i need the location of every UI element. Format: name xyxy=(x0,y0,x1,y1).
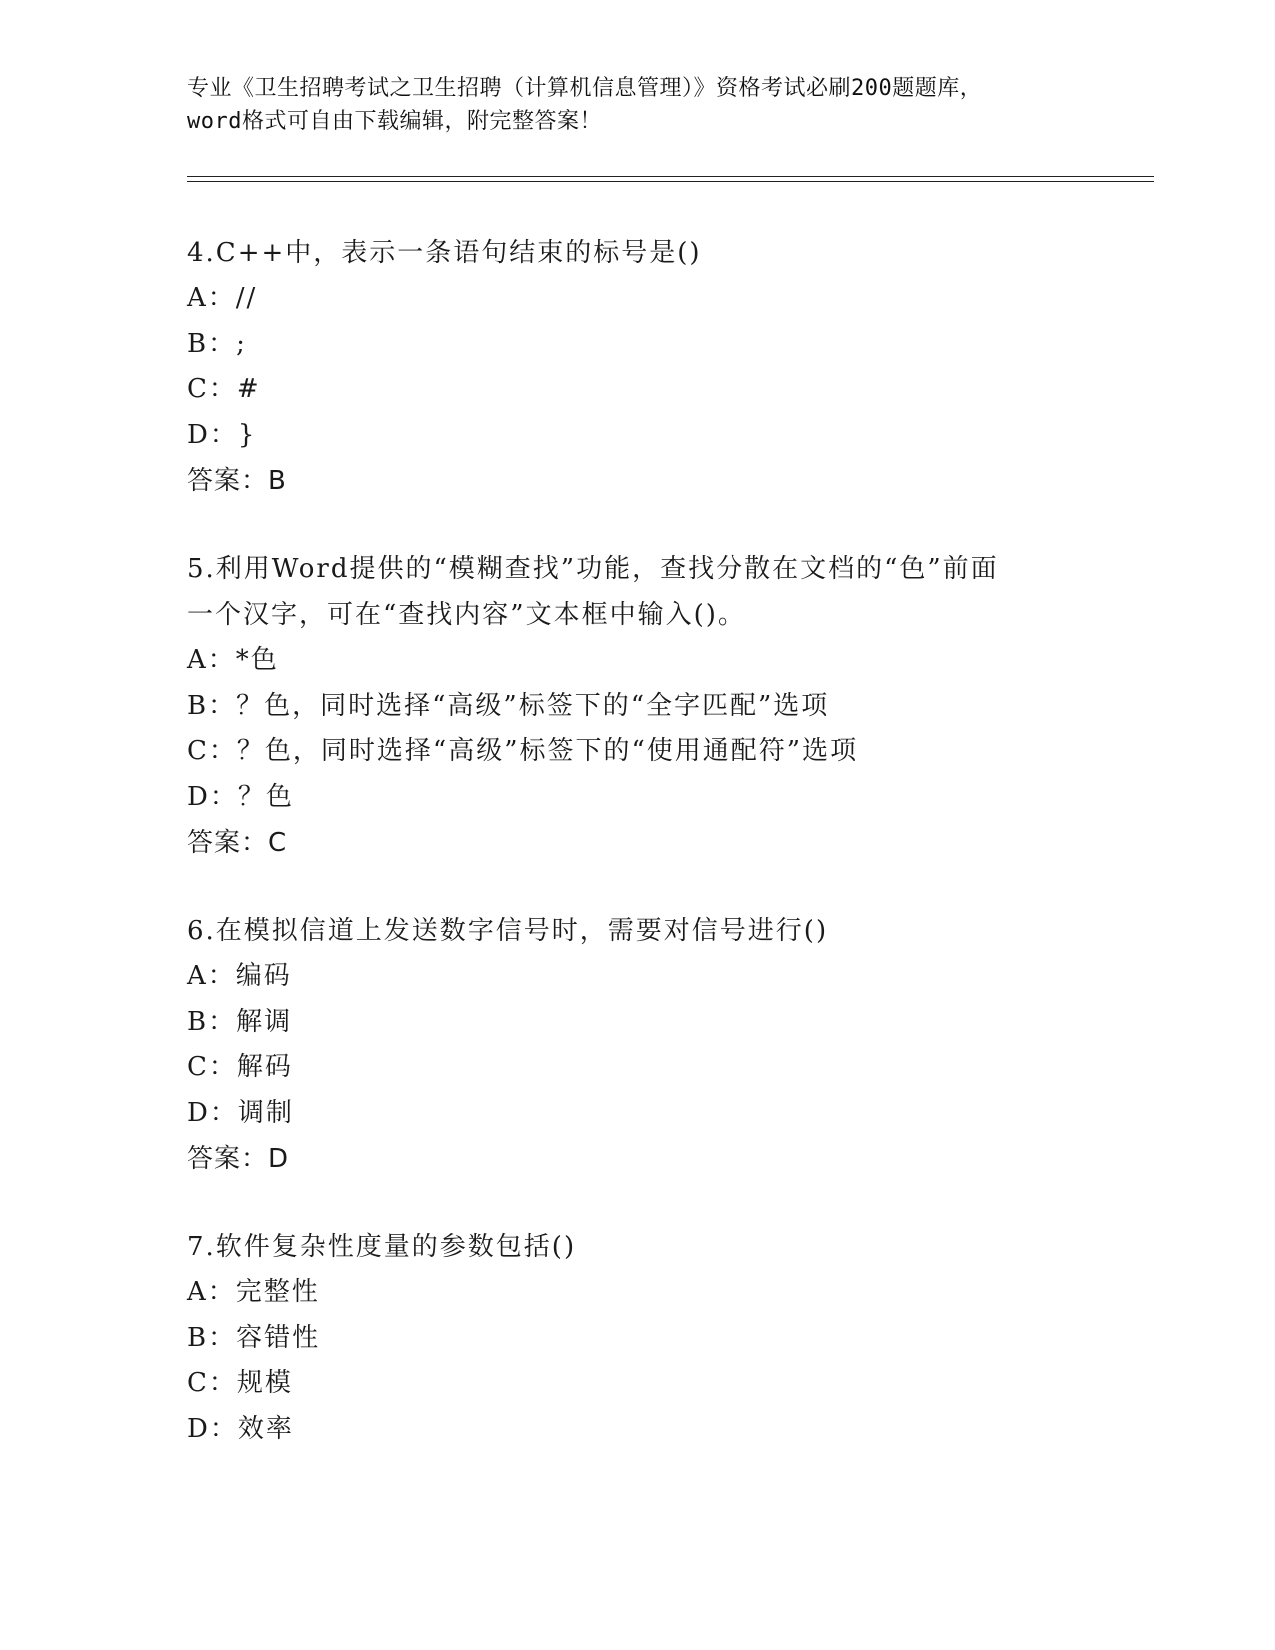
document-header xyxy=(187,72,1087,138)
option-key: C： xyxy=(187,374,237,404)
option-d xyxy=(187,1091,1147,1137)
option-a xyxy=(187,1270,1147,1316)
option-d xyxy=(187,1407,1147,1453)
option-a xyxy=(187,276,1147,322)
option-key: C： xyxy=(187,1052,237,1082)
option-text: 调制 xyxy=(237,1097,294,1128)
option-a xyxy=(187,954,1147,1000)
question-7 xyxy=(187,1224,1147,1452)
header-divider-bottom xyxy=(187,181,1154,182)
option-b xyxy=(187,1000,1147,1046)
option-a xyxy=(187,638,1147,684)
option-c xyxy=(187,729,1147,775)
question-stem-line-1: 5.利用Word提供的“模糊查找”功能，查找分散在文档的“色”前面 xyxy=(187,554,999,584)
header-divider-top xyxy=(187,176,1154,177)
option-text: ; xyxy=(236,328,247,359)
option-c xyxy=(187,367,1147,413)
option-c xyxy=(187,1361,1147,1407)
option-key: C： xyxy=(187,736,237,766)
question-stem: 4.C++中，表示一条语句结束的标号是() xyxy=(187,238,702,268)
question-4 xyxy=(187,230,1147,504)
question-stem: 7.软件复杂性度量的参数包括() xyxy=(187,1232,577,1262)
answer: 答案：B xyxy=(187,466,287,496)
option-b xyxy=(187,684,1147,730)
option-text: 解调 xyxy=(236,1006,293,1037)
question-list xyxy=(187,230,1147,1494)
option-key: D： xyxy=(187,781,238,812)
option-text: 解码 xyxy=(236,1052,293,1082)
option-key: B： xyxy=(187,328,237,359)
question-6 xyxy=(187,908,1147,1182)
question-5 xyxy=(187,546,1147,866)
option-key: B： xyxy=(187,1322,237,1353)
option-key: C： xyxy=(187,1368,237,1398)
option-key: B： xyxy=(187,690,237,721)
option-b xyxy=(187,1316,1147,1362)
answer: 答案：C xyxy=(187,828,288,858)
option-key: A： xyxy=(187,283,236,313)
option-text: } xyxy=(237,419,257,450)
option-d xyxy=(187,413,1147,459)
option-d xyxy=(187,775,1147,821)
option-text: ？色，同时选择“高级”标签下的“使用通配符”选项 xyxy=(236,736,859,766)
answer: 答案：D xyxy=(187,1144,290,1174)
option-text: *色 xyxy=(235,645,279,675)
option-text: 规模 xyxy=(236,1368,293,1398)
option-text: 完整性 xyxy=(235,1277,320,1307)
question-stem: 6.在模拟信道上发送数字信号时，需要对信号进行() xyxy=(187,916,829,946)
option-key: A： xyxy=(187,645,236,675)
header-title-line-1: 专业《卫生招聘考试之卫生招聘（计算机信息管理）》资格考试必刷200题题库， xyxy=(187,76,983,101)
option-text: ？色，同时选择“高级”标签下的“全字匹配”选项 xyxy=(236,690,830,721)
option-b xyxy=(187,322,1147,368)
option-text: 容错性 xyxy=(236,1322,321,1353)
option-key: D： xyxy=(187,419,238,450)
question-stem-line-2: 一个汉字，可在“查找内容”文本框中输入()。 xyxy=(187,600,746,630)
option-text: 编码 xyxy=(235,961,292,991)
option-key: B： xyxy=(187,1006,237,1037)
option-key: D： xyxy=(187,1413,238,1444)
option-c xyxy=(187,1045,1147,1091)
option-text: # xyxy=(236,374,261,404)
header-title-line-2: word格式可自由下载编辑，附完整答案！ xyxy=(187,109,602,134)
option-text: ？色 xyxy=(237,781,294,812)
option-key: A： xyxy=(187,961,236,991)
option-key: A： xyxy=(187,1277,236,1307)
option-key: D： xyxy=(187,1097,238,1128)
option-text: 效率 xyxy=(237,1413,294,1444)
option-text: // xyxy=(235,283,258,313)
